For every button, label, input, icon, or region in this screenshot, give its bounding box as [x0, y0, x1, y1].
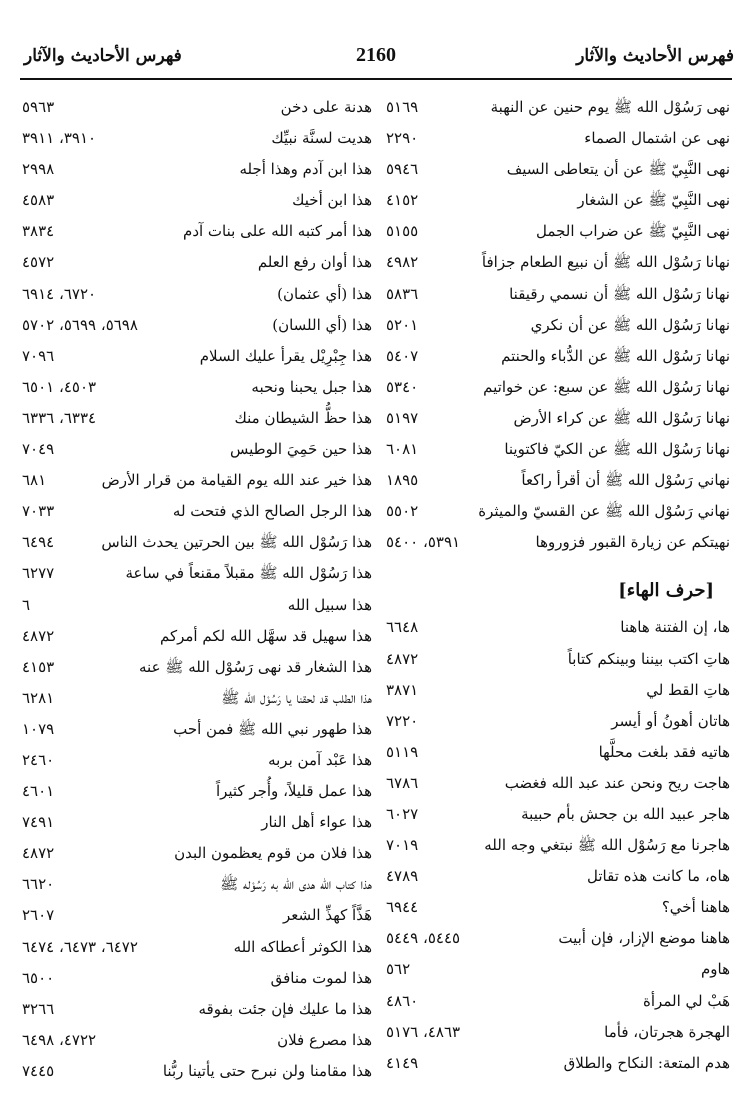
entry-text: هذا الطلب قد لحقنا يا رَسُوْل الله ﷺ	[221, 688, 372, 707]
index-entry	[22, 654, 372, 685]
entry-text: هذا الكوثر أعطاكه الله	[233, 937, 372, 956]
entry-reference-number: ٧٤٩١	[22, 813, 55, 832]
entry-text: هذا رَسُوْل الله ﷺ بين الحرتين يحدث الناس	[101, 533, 372, 552]
entry-text: نهانا رَسُوْل الله ﷺ عن أن نكري	[530, 315, 730, 334]
entry-text: هَبْ لي المرأة	[643, 991, 730, 1010]
entry-text: هَذَّاً كهذِّ الشعر	[282, 906, 372, 925]
right-column	[386, 94, 730, 1081]
index-entry	[22, 778, 372, 809]
entry-text: هاتيه فقد بلغت محلَّها	[598, 742, 730, 761]
entry-text: نهانا رَسُوْل الله ﷺ عن الكيّ فاكتوينا	[504, 440, 730, 459]
index-entry	[22, 716, 372, 747]
index-entry	[22, 902, 372, 933]
entry-reference-number: ٦٧٨٦	[386, 773, 419, 792]
entry-text: هاجر عبيد الله بن جحش بأم حبيبة	[521, 804, 730, 823]
entry-reference-number: ٥١٥٥	[386, 222, 419, 241]
entry-text: هذا (أي اللسان)	[272, 315, 372, 334]
index-entry	[386, 436, 730, 467]
entry-text: هاه، ما كانت هذه تقاتل	[587, 867, 730, 886]
index-entry	[22, 436, 372, 467]
entry-reference-number: ٦٤٧٢، ٦٤٧٣، ٦٤٧٤	[22, 937, 138, 956]
entry-reference-number: ٦٩٤٤	[386, 898, 419, 917]
entry-reference-number: ٣٨٧١	[386, 680, 419, 699]
index-entry	[22, 312, 372, 343]
entry-reference-number: ٥٣٤٠	[386, 377, 419, 396]
entry-reference-number: ٣٨٣٤	[22, 222, 55, 241]
entry-reference-number: ٦٧٢٠، ٦٩١٤	[22, 284, 97, 303]
entry-reference-number: ١٨٩٥	[386, 471, 419, 490]
index-entry	[22, 281, 372, 312]
entry-text: هذا سهيل قد سهَّل الله لكم أمركم	[160, 626, 372, 645]
left-column	[22, 94, 372, 1089]
entry-text: هذا جِبْرِيْل يقرأ عليك السلام	[199, 346, 372, 365]
entry-reference-number: ٥٦٢	[386, 960, 411, 979]
index-entry	[386, 894, 730, 925]
index-entry	[22, 218, 372, 249]
entry-text: هذا حين حَمِيَ الوطيس	[230, 440, 372, 459]
index-entry	[22, 405, 372, 436]
entry-reference-number: ٦٢٧٧	[22, 564, 55, 583]
index-entry	[22, 965, 372, 996]
entry-text: هاتِ القط لي	[646, 680, 730, 699]
entry-text: هذا ابن آدم وهذا أجله	[239, 160, 372, 179]
index-entry	[386, 956, 730, 987]
entry-text: هذا جبل يحبنا ونحبه	[251, 377, 372, 396]
entry-reference-number: ٤٦٠١	[22, 782, 55, 801]
entry-text: نهيتكم عن زيارة القبور فزوروها	[535, 533, 730, 552]
entry-reference-number: ٣٩١٠، ٣٩١١	[22, 129, 97, 148]
section-heading-text: [حرف الهاء]	[618, 580, 714, 602]
entry-reference-number: ٤٥٧٢	[22, 253, 55, 272]
entry-text: هذا ما عليك فإن جئت بفوقه	[198, 999, 372, 1018]
index-entry	[22, 1027, 372, 1058]
index-entry	[22, 1058, 372, 1089]
entry-reference-number: ٢٦٠٧	[22, 906, 55, 925]
entry-reference-number: ٧٠١٩	[386, 836, 419, 855]
entry-reference-number: ٦٦٤٨	[386, 618, 419, 637]
entry-reference-number: ٥٢٠١	[386, 315, 419, 334]
entry-text: هذا كتاب الله هدى الله به رَسُوْله ﷺ	[220, 875, 372, 894]
section-heading	[386, 570, 730, 614]
entry-text: هذا مقامنا ولن نبرح حتى يأتينا ربُّنا	[162, 1061, 372, 1080]
index-entry	[386, 249, 730, 280]
running-title-left: فهرس الأحاديث والآثار	[24, 46, 182, 66]
page-number: 2160	[356, 44, 396, 66]
entry-text: هذا عمل قليلاً، وأُجر كثيراً	[215, 782, 372, 801]
index-entry	[22, 343, 372, 374]
index-entry	[386, 281, 730, 312]
entry-reference-number: ٤٥٨٣	[22, 191, 55, 210]
index-entry	[386, 1050, 730, 1081]
entry-text: هذا سبيل الله	[287, 595, 372, 614]
entry-reference-number: ٣٢٦٦	[22, 999, 55, 1018]
entry-text: هاهنا موضع الإزار، فإن أبيت	[558, 929, 730, 948]
entry-text: هذا الشغار قد نهى رَسُوْل الله ﷺ عنه	[139, 657, 372, 676]
entry-text: هاتِ اكتب بيننا وبينكم كتاباً	[567, 649, 730, 668]
index-entry	[386, 156, 730, 187]
entry-reference-number: ٧٠٩٦	[22, 346, 55, 365]
entry-text: هديت لسنَّة نبيِّك	[271, 129, 372, 148]
index-entry	[386, 988, 730, 1019]
entry-reference-number: ٥١٦٩	[386, 98, 419, 116]
index-entry	[386, 529, 730, 560]
entry-reference-number: ٥٤٠٧	[386, 346, 419, 365]
entry-reference-number: ٥٦٩٨، ٥٦٩٩، ٥٧٠٢	[22, 315, 138, 334]
index-entry	[22, 996, 372, 1027]
entry-text: هدنة على دخن	[280, 98, 372, 116]
entry-text: هذا فلان من قوم يعظمون البدن	[174, 844, 372, 863]
entry-text: هذا رَسُوْل الله ﷺ مقبلاً مقنعاً في ساعة	[125, 564, 372, 583]
index-entry	[386, 770, 730, 801]
entry-reference-number: ٦٠٨١	[386, 440, 419, 459]
entry-reference-number: ٦٦٢٠	[22, 875, 55, 894]
entry-reference-number: ٦٠٢٧	[386, 804, 419, 823]
entry-reference-number: ٤٨٦٣، ٥١٧٦	[386, 1022, 461, 1041]
entry-reference-number: ٤١٥٢	[386, 191, 419, 210]
entry-text: هذا عَبْد آمن بربه	[268, 750, 372, 769]
entry-reference-number: ٤٨٧٢	[386, 649, 419, 668]
entry-reference-number: ٥٨٣٦	[386, 284, 419, 303]
entry-reference-number: ٥٩٦٣	[22, 98, 55, 116]
entry-text: هذا ابن أخيك	[292, 191, 372, 210]
index-entry	[22, 685, 372, 716]
entry-text: هذا مصرع فلان	[277, 1030, 372, 1049]
entry-text: هاتان أهونُ أو أيسر	[611, 711, 730, 730]
index-entry	[22, 156, 372, 187]
entry-reference-number: ٦٥٠٠	[22, 968, 55, 987]
index-entry	[22, 560, 372, 591]
entry-text: نهانا رَسُوْل الله ﷺ أن نبيع الطعام جزافاً	[481, 253, 730, 272]
entry-text: نهانا رَسُوْل الله ﷺ أن نسمي رقيقنا	[509, 284, 730, 303]
header-rule	[20, 78, 732, 80]
entry-reference-number: ٤٧٢٢، ٦٤٩٨	[22, 1030, 97, 1049]
index-entry	[386, 863, 730, 894]
entry-reference-number: ٧٢٢٠	[386, 711, 419, 730]
index-entry	[386, 125, 730, 156]
entry-text: نهى النَّبِيّ ﷺ عن الشغار	[577, 191, 730, 210]
entry-reference-number: ٤١٤٩	[386, 1053, 419, 1072]
entry-text: هدم المتعة: النكاح والطلاق	[563, 1053, 730, 1072]
entry-reference-number: ٧٠٤٩	[22, 440, 55, 459]
entry-text: نهانا رَسُوْل الله ﷺ عن الدُّباء والحنتم	[501, 346, 730, 365]
entry-text: هاجرنا مع رَسُوْل الله ﷺ نبتغي وجه الله	[484, 836, 730, 855]
index-entry	[386, 677, 730, 708]
entry-reference-number: ٥٣٩١، ٥٤٠٠	[386, 533, 461, 552]
entry-text: هذا أوان رفع العلم	[257, 253, 372, 272]
page-header	[14, 40, 738, 72]
entry-text: نهى النَّبِيّ ﷺ عن ضراب الجمل	[536, 222, 730, 241]
entry-reference-number: ٢٤٦٠	[22, 750, 55, 769]
entry-text: هذا حظُّ الشيطان منك	[234, 408, 372, 427]
entry-text: نهى رَسُوْل الله ﷺ يوم حنين عن النهبة	[490, 98, 730, 116]
entry-text: هذا لموت منافق	[270, 968, 372, 987]
entry-reference-number: ٥١١٩	[386, 742, 419, 761]
entry-reference-number: ٦٣٣٤، ٦٣٣٦	[22, 408, 97, 427]
entry-reference-number: ٢٩٩٨	[22, 160, 55, 179]
index-entry	[386, 94, 730, 125]
index-entry	[22, 498, 372, 529]
index-entry	[22, 374, 372, 405]
index-entry	[386, 343, 730, 374]
entry-reference-number: ٤٨٧٢	[22, 844, 55, 863]
entry-reference-number: ٥٥٠٢	[386, 502, 419, 521]
entry-reference-number: ٦٤٩٤	[22, 533, 55, 552]
entry-reference-number: ٦٢٨١	[22, 688, 55, 707]
entry-reference-number: ٤٨٧٢	[22, 626, 55, 645]
entry-text: نهاني رَسُوْل الله ﷺ أن أقرأ راكعاً	[521, 471, 730, 490]
index-entry	[386, 405, 730, 436]
index-entry	[386, 739, 730, 770]
entry-reference-number: ٥٤٤٥، ٥٤٤٩	[386, 929, 461, 948]
index-entry	[22, 934, 372, 965]
entry-reference-number: ٤١٥٣	[22, 657, 55, 676]
entry-text: هذا خير عند الله يوم القيامة من قرار الأرض	[101, 471, 372, 490]
running-title-right: فهرس الأحاديث والآثار	[576, 46, 734, 66]
index-entry	[22, 623, 372, 654]
index-entry	[386, 467, 730, 498]
index-entry	[22, 529, 372, 560]
index-entry	[386, 925, 730, 956]
index-entry	[22, 871, 372, 902]
entry-text: نهانا رَسُوْل الله ﷺ عن كراء الأرض	[513, 408, 730, 427]
entry-reference-number: ٤٥٠٣، ٦٥٠١	[22, 377, 97, 396]
index-entry	[386, 801, 730, 832]
entry-reference-number: ٤٩٨٢	[386, 253, 419, 272]
entry-text: هاهنا أخي؟	[661, 898, 730, 917]
entry-reference-number: ٤٧٨٩	[386, 867, 419, 886]
index-entry	[22, 125, 372, 156]
index-entry	[22, 94, 372, 125]
entry-text: هذا الرجل الصالح الذي فتحت له	[172, 502, 372, 521]
index-entry	[22, 840, 372, 871]
entry-text: هذا أمر كتبه الله على بنات آدم	[183, 222, 372, 241]
entry-reference-number: ٦	[22, 595, 31, 614]
index-entry	[386, 312, 730, 343]
index-entry	[22, 249, 372, 280]
entry-text: نهى عن اشتمال الصماء	[584, 129, 730, 148]
entry-text: نهاني رَسُوْل الله ﷺ عن القسيّ والميثرة	[478, 502, 730, 521]
index-entry	[386, 708, 730, 739]
index-entry	[386, 187, 730, 218]
index-entry	[386, 374, 730, 405]
index-entry	[22, 467, 372, 498]
entry-text: هاجت ريح ونحن عند عبد الله فغضب	[504, 773, 730, 792]
entry-text: الهجرة هجرتان، فأما	[604, 1022, 730, 1041]
index-entry	[22, 809, 372, 840]
entry-reference-number: ٧٠٣٣	[22, 502, 55, 521]
entry-text: هذا طهور نبي الله ﷺ فمن أحب	[173, 719, 372, 738]
index-entry	[22, 187, 372, 218]
entry-text: نهانا رَسُوْل الله ﷺ عن سبع: عن خواتيم	[483, 377, 730, 396]
entry-reference-number: ٢٢٩٠	[386, 129, 419, 148]
entry-text: هذا (أي عثمان)	[277, 284, 372, 303]
index-entry	[386, 498, 730, 529]
entry-reference-number: ٤٨٦٠	[386, 991, 419, 1010]
entry-reference-number: ٥٩٤٦	[386, 160, 419, 179]
index-entry	[386, 832, 730, 863]
entry-reference-number: ٥١٩٧	[386, 408, 419, 427]
entry-text: ها، إن الفتنة هاهنا	[620, 618, 730, 637]
entry-text: نهى النَّبِيّ ﷺ عن أن يتعاطى السيف	[506, 160, 730, 179]
index-entry	[386, 614, 730, 645]
section-spacer	[386, 560, 730, 570]
index-entry	[22, 747, 372, 778]
entry-text: هذا عواء أهل النار	[261, 813, 372, 832]
index-entry	[386, 218, 730, 249]
index-entry	[386, 1019, 730, 1050]
entry-text: هاوم	[700, 960, 730, 979]
index-entry	[22, 592, 372, 623]
index-entry	[386, 646, 730, 677]
entry-reference-number: ٧٤٤٥	[22, 1061, 55, 1080]
entry-reference-number: ٦٨١	[22, 471, 47, 490]
entry-reference-number: ١٠٧٩	[22, 719, 55, 738]
